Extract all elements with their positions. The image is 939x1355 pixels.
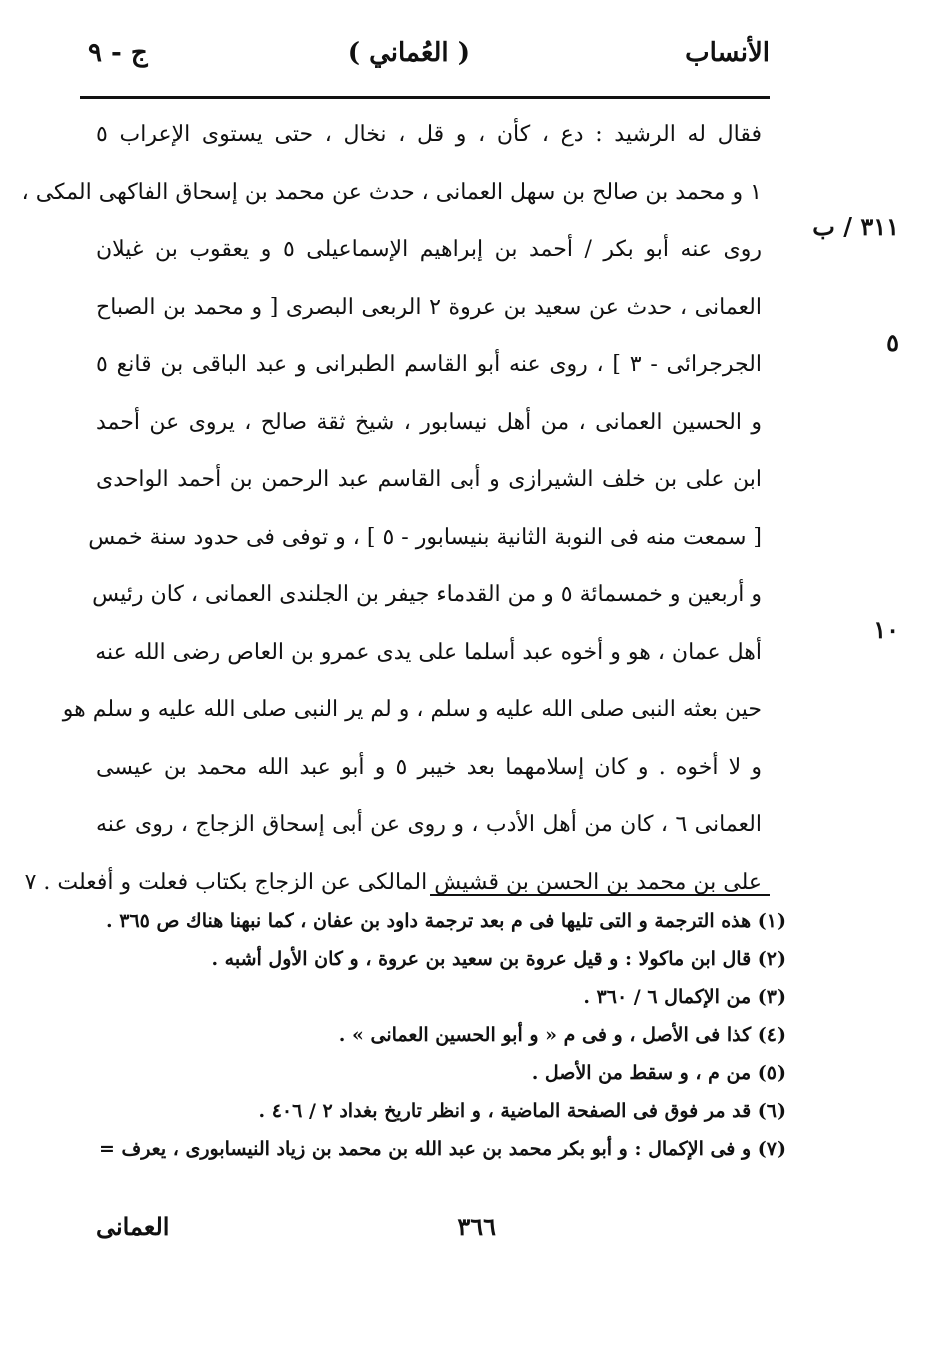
- text-line: العمانى ٦ ، كان من أهل الأدب ، و روى عن أبى إسحاق الزجاج ، روى عنه: [96, 812, 762, 837]
- text-line: على بن محمد بن الحسن بن قشيش المالكى عن الزجاج بكتاب فعلت و أفعلت . ٧: [24, 869, 762, 895]
- text-line: العمانى ، حدث عن سعيد بن عروة ٢ الربعى البصرى [ و محمد بن الصباح: [96, 294, 762, 320]
- text-line: ابن على بن خلف الشيرازى و أبى القاسم عبد الرحمن بن أحمد الواحدى: [96, 467, 762, 492]
- text-line: و أربعين و خمسمائة ٥ و من القدماء جيفر بن الجلندى العمانى ، كان رئيس: [92, 582, 762, 607]
- text-line: روى عنه أبو بكر / أحمد بن إبراهيم الإسماعيلى ٥ و يعقوب بن غيلان: [96, 237, 762, 262]
- text-line: أهل عمان ، هو و أخوه عبد أسلما على يدى عمرو بن العاص رضى الله عنه: [95, 639, 762, 665]
- footnote: (٥) من م ، و سقط من الأصل .: [531, 1062, 786, 1084]
- header-rule: [80, 96, 770, 99]
- text-line: الجرجرائى - ٣ ] ، روى عنه أبو القاسم الطبرانى و عبد الباقى بن قانع ٥: [96, 352, 763, 377]
- catchword: العمانى: [96, 1212, 170, 1241]
- text-line: حين بعثه النبى صلى الله عليه و سلم ، و لم ير النبى صلى الله عليه و سلم هو: [62, 697, 762, 722]
- page-number: ٣٦٦: [457, 1212, 496, 1241]
- page-header: [80, 38, 770, 88]
- footnote: (٧) و فى الإكمال : و أبو بكر محمد بن عبد الله بن محمد بن زياد النيسابورى ، يعرف =: [98, 1138, 786, 1160]
- main-text: [21, 106, 763, 911]
- footnote: (١) هذه الترجمة و التى تليها فى م بعد ترجمة داود بن عفان ، كما نبهنا هناك ص ٣٦٥ .: [106, 910, 786, 932]
- line-number-10: ١٠: [873, 615, 899, 644]
- volume-label: ج - ٩: [88, 38, 148, 68]
- footnote: (٢) قال ابن ماكولا : و قيل عروة بن سعيد بن عروة ، و كان الأول أشبه .: [211, 948, 786, 970]
- footnote: (٣) من الإكمال ٦ / ٣٦٠ .: [583, 986, 786, 1008]
- section-title: ( العُماني ): [347, 38, 470, 68]
- text-line: فقال له الرشيد : دع ، كأن ، و قل ، نخال ، حتى يستوى الإعراب ٥: [96, 122, 762, 147]
- footnote: (٤) كذا فى الأصل ، و فى م « و أبو الحسين العمانى » .: [338, 1024, 786, 1046]
- running-title: الأنساب: [685, 38, 770, 68]
- line-number-5: ٥: [886, 328, 899, 357]
- text-line: و لا أخوه . و كان إسلامهما بعد خيبر ٥ و أبو عبد الله محمد بن عيسى: [96, 754, 763, 780]
- footnote: (٦) قد مر فوق فى الصفحة الماضية ، و انظر تاريخ بغداد ٢ / ٤٠٦ .: [258, 1100, 786, 1122]
- folio-marker: ٣١١ / ب: [812, 212, 899, 241]
- text-line: و الحسين العمانى ، من أهل نيسابور ، شيخ ثقة صالح ، يروى عن أحمد: [96, 409, 762, 435]
- footnote-rule: [430, 894, 770, 896]
- text-line: ١ و محمد بن صالح بن سهل العمانى ، حدث عن محمد بن إسحاق الفاكهى المكى ،: [21, 179, 762, 205]
- text-line: [ سمعت منه فى النوبة الثانية بنيسابور - ٥ ] ، و توفى فى حدود سنة خمس: [88, 524, 762, 550]
- page-footer: [96, 1212, 786, 1252]
- footnotes: [96, 902, 786, 1168]
